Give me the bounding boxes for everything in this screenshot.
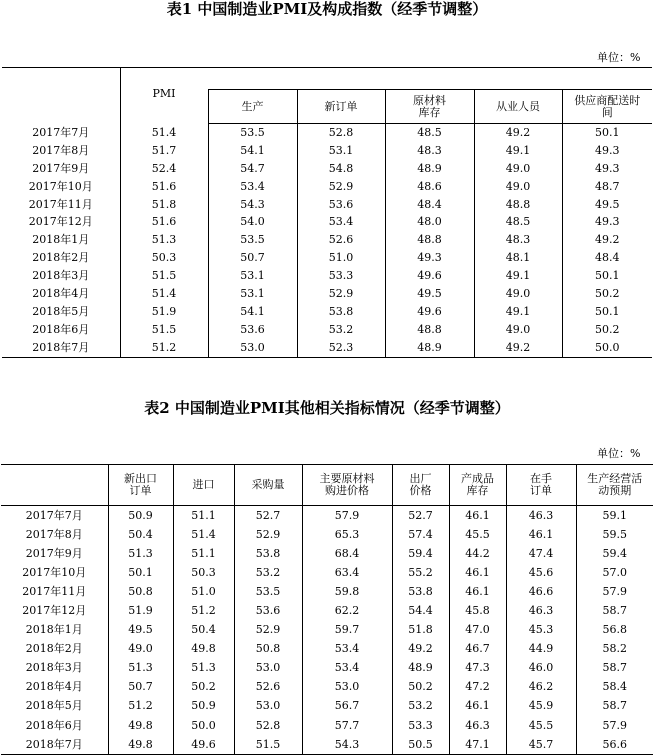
table2-value-cell: 53.0: [302, 678, 392, 697]
table2-value-cell: 62.2: [302, 601, 392, 620]
table2-value-cell: 51.5: [234, 735, 302, 755]
table2-month-cell: 2018年3月: [25, 661, 83, 675]
table1-value-cell: 51.4: [120, 124, 208, 142]
table2-value-cell: 52.8: [234, 716, 302, 735]
table2-value-cell: 58.2: [576, 640, 653, 659]
table2-month-cell: 2018年2月: [25, 642, 83, 656]
table1-value-cell: 53.8: [297, 303, 385, 321]
table2-value-cell: 46.1: [506, 525, 576, 544]
table2-row: [1, 716, 653, 735]
table1-value-cell: 48.3: [474, 231, 562, 249]
table1-value-cell: 49.3: [385, 249, 474, 267]
table2-value-cell: 49.6: [173, 735, 234, 755]
table2-value-cell: 57.9: [302, 506, 392, 526]
table2-value-cell: 50.3: [173, 563, 234, 582]
table2-unit: 单位：%: [597, 447, 641, 460]
table2-value-cell: 45.3: [506, 621, 576, 640]
table2-value-cell: 47.2: [449, 678, 506, 697]
table1-value-cell: 53.2: [297, 321, 385, 339]
table2-value-cell: 45.9: [506, 697, 576, 716]
table1-value-cell: 52.6: [297, 231, 385, 249]
table1-month-cell: 2017年9月: [32, 161, 90, 175]
table1-value-cell: 49.2: [474, 124, 562, 142]
table2-header-new-export-orders: 新出口 订单: [108, 465, 173, 506]
table2-value-cell: 57.9: [576, 716, 653, 735]
table2-row: [1, 563, 653, 582]
table1-month-cell: 2018年6月: [32, 322, 90, 336]
table2-value-cell: 47.1: [449, 735, 506, 755]
table2-value-cell: 50.2: [173, 678, 234, 697]
table2-row: [1, 640, 653, 659]
table2-value-cell: 56.7: [302, 697, 392, 716]
table2-value-cell: 53.8: [392, 582, 449, 601]
table1-value-cell: 52.8: [297, 124, 385, 142]
table2-value-cell: 59.1: [576, 506, 653, 526]
table2-value-cell: 50.4: [108, 525, 173, 544]
table2-month-cell: 2017年7月: [25, 508, 83, 522]
table2-value-cell: 53.3: [392, 716, 449, 735]
table1-row: [2, 160, 652, 178]
table2-month-cell: 2017年8月: [25, 527, 83, 541]
table1-month-cell: 2018年2月: [32, 251, 90, 265]
table1-unit: 单位：%: [597, 51, 641, 64]
table1-value-cell: 48.5: [385, 124, 474, 142]
table1-value-cell: 50.7: [208, 249, 297, 267]
table2-value-cell: 46.2: [506, 678, 576, 697]
table2-value-cell: 56.6: [576, 735, 653, 755]
table1-value-cell: 50.1: [562, 124, 652, 142]
table2-month-cell: 2018年4月: [25, 680, 83, 694]
table2-title: 表2 中国制造业PMI其他相关指标情况（经季节调整）: [144, 399, 510, 417]
table2-value-cell: 58.7: [576, 697, 653, 716]
table1-row: [2, 213, 652, 231]
table1-value-cell: 50.1: [562, 267, 652, 285]
table1-row: [2, 142, 652, 160]
table2-value-cell: 46.7: [449, 640, 506, 659]
table1-value-cell: 48.7: [562, 178, 652, 196]
table1-month-cell: 2018年5月: [32, 304, 90, 318]
table1: [2, 67, 652, 358]
table2-row: [1, 544, 653, 563]
table1-value-cell: 48.8: [385, 321, 474, 339]
table2-value-cell: 51.2: [108, 697, 173, 716]
table2-value-cell: 53.8: [234, 544, 302, 563]
table2-value-cell: 58.7: [576, 659, 653, 678]
table1-value-cell: 53.0: [208, 339, 297, 357]
table1-value-cell: 48.3: [385, 142, 474, 160]
table1-value-cell: 53.4: [297, 213, 385, 231]
table1-value-cell: 49.5: [385, 285, 474, 303]
table2-value-cell: 51.2: [173, 601, 234, 620]
table1-value-cell: 49.3: [562, 160, 652, 178]
table1-value-cell: 49.3: [562, 142, 652, 160]
table2-value-cell: 46.3: [506, 601, 576, 620]
table2-value-cell: 51.3: [108, 659, 173, 678]
table2-value-cell: 50.1: [108, 563, 173, 582]
table1-value-cell: 53.6: [297, 196, 385, 214]
table2-value-cell: 51.3: [108, 544, 173, 563]
table2-value-cell: 49.8: [173, 640, 234, 659]
table2-value-cell: 53.0: [234, 659, 302, 678]
table1-value-cell: 54.3: [208, 196, 297, 214]
table1-value-cell: 50.1: [562, 303, 652, 321]
table1-value-cell: 51.5: [120, 321, 208, 339]
table1-value-cell: 54.1: [208, 142, 297, 160]
table2-value-cell: 47.3: [449, 659, 506, 678]
table2-value-cell: 54.3: [302, 735, 392, 755]
table1-value-cell: 48.5: [474, 213, 562, 231]
table2-value-cell: 50.9: [108, 506, 173, 526]
table2-value-cell: 46.3: [449, 716, 506, 735]
table1-value-cell: 53.4: [208, 178, 297, 196]
table1-header-pmi: PMI: [120, 68, 208, 124]
table1-value-cell: 50.2: [562, 285, 652, 303]
table2-value-cell: 45.7: [506, 735, 576, 755]
table1-month-cell: 2018年1月: [32, 233, 90, 247]
table2-value-cell: 45.5: [506, 716, 576, 735]
table1-value-cell: 54.0: [208, 213, 297, 231]
table2-month-cell: 2018年6月: [25, 718, 83, 732]
table1-value-cell: 49.3: [562, 213, 652, 231]
table1-value-cell: 49.6: [385, 267, 474, 285]
table1-value-cell: 48.6: [385, 178, 474, 196]
table1-value-cell: 52.3: [297, 339, 385, 357]
table1-value-cell: 54.7: [208, 160, 297, 178]
table2-value-cell: 53.2: [392, 697, 449, 716]
table2-value-cell: 56.8: [576, 621, 653, 640]
table1-value-cell: 51.9: [120, 303, 208, 321]
table2-value-cell: 52.6: [234, 678, 302, 697]
table2-value-cell: 46.0: [506, 659, 576, 678]
table1-value-cell: 51.8: [120, 196, 208, 214]
table1-header-raw-inventory: 原材料 库存: [385, 90, 474, 124]
table2-row: [1, 506, 653, 526]
table2-header-finished-inventory: 产成品 库存: [449, 465, 506, 506]
table2-value-cell: 55.2: [392, 563, 449, 582]
table1-value-cell: 48.4: [562, 249, 652, 267]
table2: [1, 464, 653, 755]
table2-value-cell: 49.0: [108, 640, 173, 659]
table1-value-cell: 51.6: [120, 178, 208, 196]
table2-value-cell: 58.4: [576, 678, 653, 697]
table2-value-cell: 51.3: [173, 659, 234, 678]
table2-value-cell: 59.5: [576, 525, 653, 544]
table2-value-cell: 47.0: [449, 621, 506, 640]
table2-value-cell: 50.7: [108, 678, 173, 697]
table1-header-spacer: [208, 68, 652, 90]
table2-value-cell: 50.0: [173, 716, 234, 735]
table1-row: [2, 249, 652, 267]
table2-header-backlog-orders: 在手 订单: [506, 465, 576, 506]
table1-value-cell: 53.5: [208, 124, 297, 142]
table2-value-cell: 63.4: [302, 563, 392, 582]
table2-value-cell: 57.4: [392, 525, 449, 544]
table2-row: [1, 659, 653, 678]
table1-value-cell: 53.6: [208, 321, 297, 339]
table2-value-cell: 57.0: [576, 563, 653, 582]
table1-value-cell: 49.6: [385, 303, 474, 321]
table2-month-cell: 2017年10月: [22, 565, 87, 579]
table2-value-cell: 50.5: [392, 735, 449, 755]
table1-row: [2, 178, 652, 196]
table2-value-cell: 49.8: [108, 735, 173, 755]
table2-value-cell: 58.7: [576, 601, 653, 620]
table2-value-cell: 57.9: [576, 582, 653, 601]
table2-value-cell: 45.5: [449, 525, 506, 544]
table1-value-cell: 53.1: [297, 142, 385, 160]
table2-value-cell: 44.9: [506, 640, 576, 659]
table1-value-cell: 48.8: [385, 231, 474, 249]
table2-value-cell: 53.4: [302, 640, 392, 659]
table2-value-cell: 46.1: [449, 506, 506, 526]
table1-value-cell: 54.8: [297, 160, 385, 178]
table1-month-cell: 2017年7月: [32, 125, 90, 139]
table1-row: [2, 285, 652, 303]
table2-header-business-expectations: 生产经营活 动预期: [576, 465, 653, 506]
table1-corner: [2, 68, 120, 124]
table2-value-cell: 53.2: [234, 563, 302, 582]
table2-value-cell: 54.4: [392, 601, 449, 620]
table2-value-cell: 65.3: [302, 525, 392, 544]
table2-value-cell: 51.0: [173, 582, 234, 601]
table2-value-cell: 53.4: [302, 659, 392, 678]
table2-corner: [1, 465, 108, 506]
table1-value-cell: 53.5: [208, 231, 297, 249]
table2-row: [1, 735, 653, 755]
table1-value-cell: 48.8: [474, 196, 562, 214]
table2-value-cell: 51.1: [173, 506, 234, 526]
table1-month-cell: 2017年12月: [28, 215, 93, 229]
table1-value-cell: 49.1: [474, 142, 562, 160]
table2-row: [1, 678, 653, 697]
table1-value-cell: 49.5: [562, 196, 652, 214]
table1-value-cell: 51.3: [120, 231, 208, 249]
table1-row: [2, 267, 652, 285]
table1-header-new-orders: 新订单: [297, 90, 385, 124]
table2-value-cell: 59.4: [576, 544, 653, 563]
table2-value-cell: 53.5: [234, 582, 302, 601]
table1-row: [2, 321, 652, 339]
table2-value-cell: 53.0: [234, 697, 302, 716]
table1-value-cell: 51.4: [120, 285, 208, 303]
table1-value-cell: 52.9: [297, 285, 385, 303]
table2-value-cell: 50.4: [173, 621, 234, 640]
table2-value-cell: 49.5: [108, 621, 173, 640]
table1-month-cell: 2017年10月: [28, 179, 93, 193]
table1-month-cell: 2018年7月: [2, 339, 120, 357]
table2-value-cell: 46.1: [449, 582, 506, 601]
table2-row: [1, 697, 653, 716]
table2-value-cell: 59.4: [392, 544, 449, 563]
table2-value-cell: 46.1: [449, 697, 506, 716]
table1-row: [2, 231, 652, 249]
table2-value-cell: 46.3: [506, 506, 576, 526]
table1-value-cell: 48.9: [385, 160, 474, 178]
table2-value-cell: 59.8: [302, 582, 392, 601]
table2-month-cell: 2017年9月: [25, 546, 83, 560]
table1-value-cell: 51.0: [297, 249, 385, 267]
table1-value-cell: 52.9: [297, 178, 385, 196]
table2-value-cell: 49.8: [108, 716, 173, 735]
table1-value-cell: 49.2: [562, 231, 652, 249]
table2-value-cell: 44.2: [449, 544, 506, 563]
table1-value-cell: 51.5: [120, 267, 208, 285]
table1-value-cell: 53.3: [297, 267, 385, 285]
table1-value-cell: 49.1: [474, 303, 562, 321]
table2-value-cell: 51.1: [173, 544, 234, 563]
table1-value-cell: 49.2: [474, 339, 562, 357]
table2-header-imports: 进口: [173, 465, 234, 506]
table2-value-cell: 46.6: [506, 582, 576, 601]
table1-value-cell: 49.0: [474, 285, 562, 303]
table1-row: [2, 303, 652, 321]
table2-row: [1, 601, 653, 620]
table2-row: [1, 582, 653, 601]
table2-header-input-prices: 主要原材料 购进价格: [302, 465, 392, 506]
table1-value-cell: 49.1: [474, 267, 562, 285]
table1-value-cell: 48.9: [385, 339, 474, 357]
table1-value-cell: 48.4: [385, 196, 474, 214]
table1-header-delivery-time: 供应商配送时 间: [562, 90, 652, 124]
table2-value-cell: 45.8: [449, 601, 506, 620]
table1-value-cell: 49.0: [474, 160, 562, 178]
table2-value-cell: 50.8: [234, 640, 302, 659]
table1-title: 表1 中国制造业PMI及构成指数（经季节调整）: [166, 0, 488, 18]
table2-value-cell: 45.6: [506, 563, 576, 582]
table2-month-cell: 2018年7月: [1, 735, 108, 755]
table1-row: [2, 339, 652, 357]
table2-row: [1, 525, 653, 544]
table1-value-cell: 52.4: [120, 160, 208, 178]
table1-row: [2, 196, 652, 214]
table1-row: [2, 124, 652, 142]
table2-month-cell: 2018年5月: [25, 699, 83, 713]
table1-value-cell: 50.0: [562, 339, 652, 357]
table1-header-employment: 从业人员: [474, 90, 562, 124]
table2-month-cell: 2018年1月: [25, 623, 83, 637]
table1-value-cell: 48.1: [474, 249, 562, 267]
table2-value-cell: 48.9: [392, 659, 449, 678]
table1-value-cell: 48.0: [385, 213, 474, 231]
table2-month-cell: 2017年11月: [22, 584, 87, 598]
table2-value-cell: 52.9: [234, 525, 302, 544]
table2-row: [1, 621, 653, 640]
table2-value-cell: 57.7: [302, 716, 392, 735]
table2-month-cell: 2017年12月: [22, 604, 87, 618]
table2-value-cell: 52.7: [234, 506, 302, 526]
table1-value-cell: 51.2: [120, 339, 208, 357]
table2-value-cell: 51.4: [173, 525, 234, 544]
table1-value-cell: 53.1: [208, 267, 297, 285]
table2-header-output-prices: 出厂 价格: [392, 465, 449, 506]
table2-value-cell: 49.2: [392, 640, 449, 659]
table2-value-cell: 46.1: [449, 563, 506, 582]
table2-value-cell: 50.8: [108, 582, 173, 601]
table1-value-cell: 53.1: [208, 285, 297, 303]
table2-value-cell: 50.9: [173, 697, 234, 716]
table2-value-cell: 52.7: [392, 506, 449, 526]
table2-value-cell: 50.2: [392, 678, 449, 697]
table2-value-cell: 52.9: [234, 621, 302, 640]
table1-value-cell: 49.0: [474, 321, 562, 339]
table1-month-cell: 2017年8月: [32, 143, 90, 157]
table1-value-cell: 54.1: [208, 303, 297, 321]
table2-value-cell: 47.4: [506, 544, 576, 563]
table1-month-cell: 2017年11月: [28, 197, 93, 211]
table1-value-cell: 51.6: [120, 213, 208, 231]
table2-value-cell: 68.4: [302, 544, 392, 563]
table2-header-purchase-volume: 采购量: [234, 465, 302, 506]
table1-month-cell: 2018年3月: [32, 269, 90, 283]
table2-value-cell: 51.9: [108, 601, 173, 620]
table1-value-cell: 49.0: [474, 178, 562, 196]
table2-value-cell: 53.6: [234, 601, 302, 620]
table1-value-cell: 50.3: [120, 249, 208, 267]
table2-value-cell: 51.8: [392, 621, 449, 640]
table1-value-cell: 50.2: [562, 321, 652, 339]
table1-month-cell: 2018年4月: [32, 286, 90, 300]
table2-value-cell: 59.7: [302, 621, 392, 640]
table1-header-production: 生产: [208, 90, 297, 124]
table1-value-cell: 51.7: [120, 142, 208, 160]
